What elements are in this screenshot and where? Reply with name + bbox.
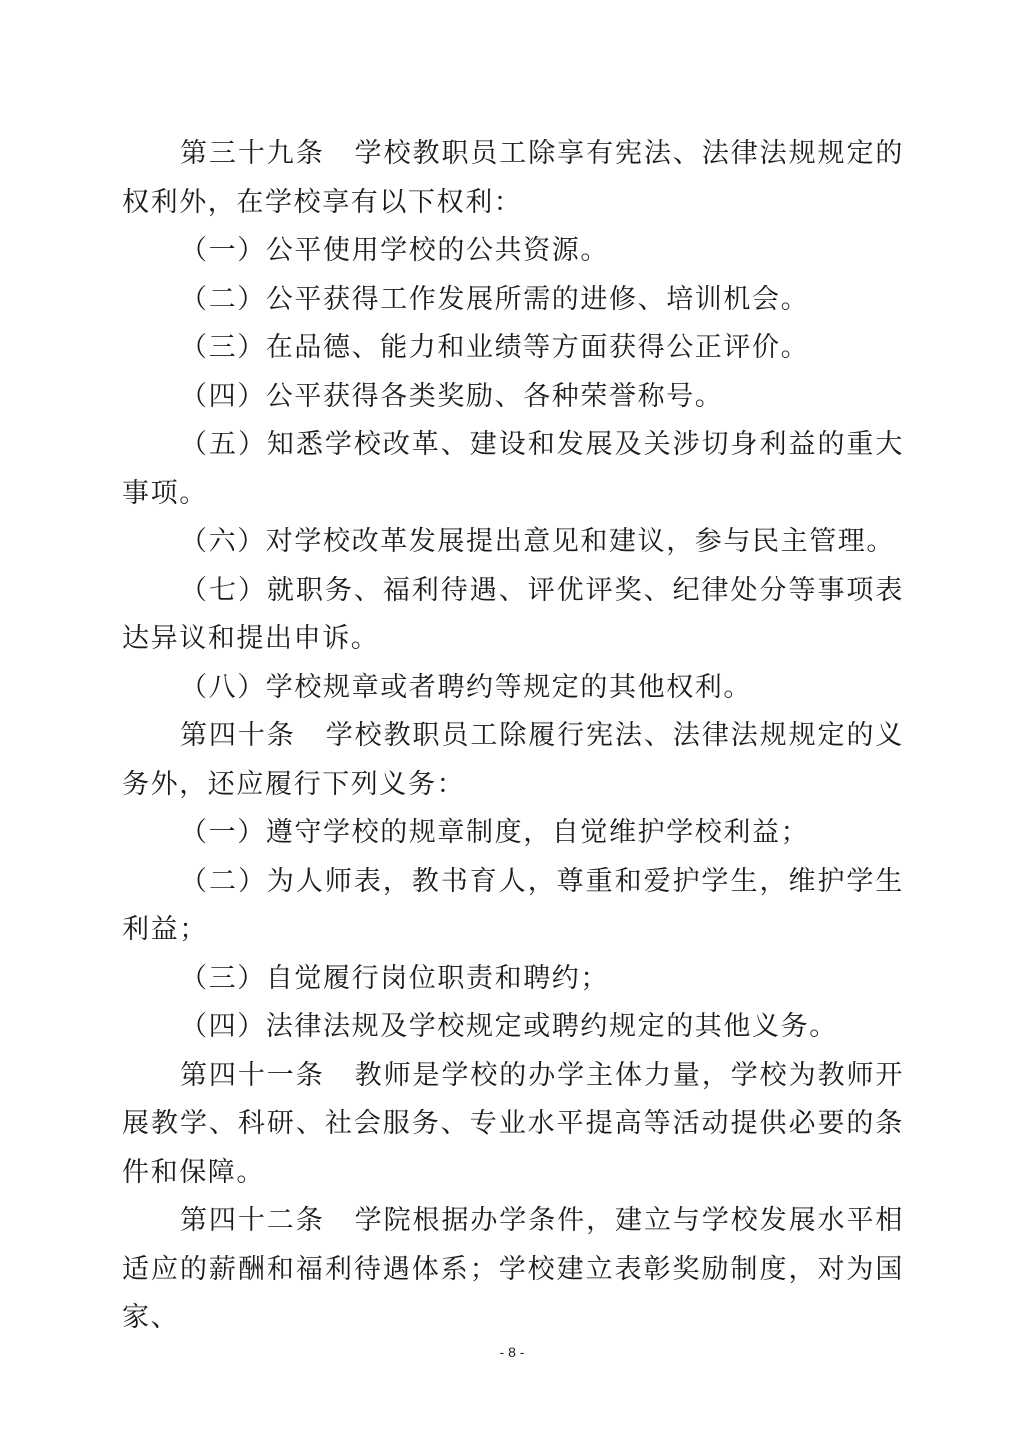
list-item: （八）学校规章或者聘约等规定的其他权利。 (180, 671, 752, 703)
list-item: （二）公平获得工作发展所需的进修、培训机会。 (180, 283, 810, 315)
list-item: （一）遵守学校的规章制度，自觉维护学校利益； (180, 817, 810, 848)
document-body (122, 130, 904, 1343)
article-42 (122, 1197, 904, 1343)
list-item: （二）为人师表，教书育人，尊重和爱护学生，维护学生利益； (122, 865, 904, 945)
list-item: （五）知悉学校改革、建设和发展及关涉切身利益的重大事项。 (122, 429, 904, 509)
article-text: 学院根据办学条件，建立与学校发展水平相适应的薪酬和福利待遇体系；学校建立表彰奖励制度，对为国家、 (122, 1205, 904, 1333)
page-number: - 8 - (499, 1344, 525, 1360)
article-number: 第四十条 (180, 720, 296, 751)
article-41 (122, 1052, 904, 1198)
article-40 (122, 712, 904, 809)
article-39 (122, 130, 904, 227)
list-item: （六）对学校改革发展提出意见和建议，参与民主管理。 (180, 526, 895, 557)
list-item: （四）公平获得各类奖励、各种荣誉称号。 (180, 380, 724, 412)
article-number: 第四十一条 (180, 1059, 325, 1091)
list-item: （一）公平使用学校的公共资源。 (180, 235, 609, 266)
list-item: （四）法律法规及学校规定或聘约规定的其他义务。 (180, 1011, 838, 1042)
article-text: 教师是学校的办学主体力量，学校为教师开展教学、科研、社会服务、专业水平提高等活动提供必要的条件和保障。 (122, 1059, 904, 1188)
article-text: 学校教职员工除履行宪法、法律法规规定的义务外，还应履行下列义务： (122, 720, 905, 800)
article-number: 第三十九条 (180, 138, 325, 169)
list-item: （三）在品德、能力和业绩等方面获得公正评价。 (180, 332, 810, 363)
article-text: 学校教职员工除享有宪法、法律法规规定的权利外，在学校享有以下权利： (122, 138, 904, 218)
list-item: （三）自觉履行岗位职责和聘约； (180, 962, 609, 994)
article-number: 第四十二条 (180, 1205, 325, 1236)
list-item: （七）就职务、福利待遇、评优评奖、纪律处分等事项表达异议和提出申诉。 (122, 574, 904, 654)
